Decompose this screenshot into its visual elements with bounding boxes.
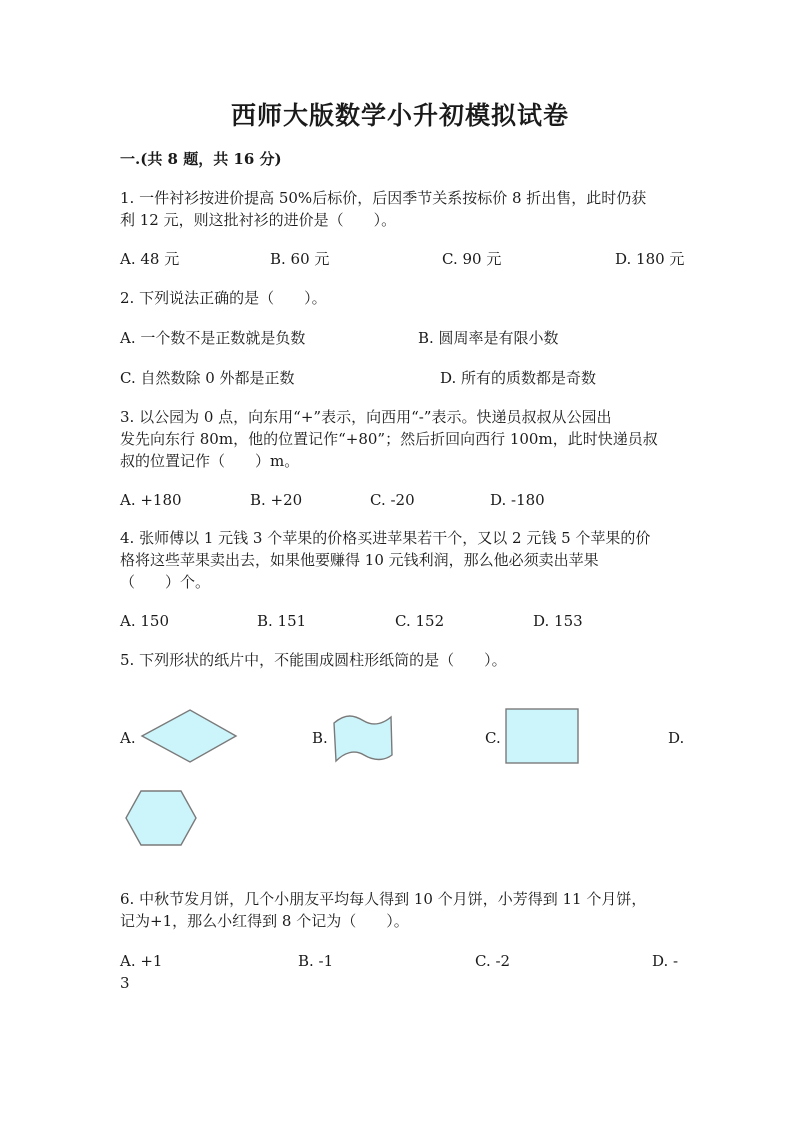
question-1-option-a: A. 48 元 (120, 250, 180, 268)
question-4-line-3: （ ）个。 (120, 573, 211, 591)
question-6-option-d-continued: 3 (120, 974, 130, 992)
question-4-line-2: 格将这些苹果卖出去，如果他要赚得 10 元钱利润，那么他必须卖出苹果 (120, 551, 599, 569)
wavy-paper-icon (332, 713, 394, 763)
question-1-option-d: D. 180 元 (615, 250, 685, 268)
question-4-option-b: B. 151 (257, 612, 307, 630)
question-4-option-c: C. 152 (395, 612, 445, 630)
question-3-option-d: D. -180 (490, 491, 545, 509)
question-6-option-a: A. +1 (120, 952, 163, 970)
question-3-line-1: 3. 以公园为 0 点，向东用“+”表示，向西用“-”表示。快递员叔叔从公园出 (120, 408, 612, 426)
question-5-line-1: 5. 下列形状的纸片中，不能围成圆柱形纸筒的是（ ）。 (120, 651, 507, 669)
question-6-option-d: D. - (652, 952, 679, 970)
question-5-option-c: C. (485, 729, 501, 747)
question-3-option-a: A. +180 (120, 491, 182, 509)
question-6-option-c: C. -2 (475, 952, 511, 970)
question-1-option-c: C. 90 元 (442, 250, 502, 268)
question-2-line-1: 2. 下列说法正确的是（ ）。 (120, 289, 327, 307)
hexagon-icon (124, 789, 198, 847)
question-3-option-b: B. +20 (250, 491, 303, 509)
rectangle-icon (505, 708, 579, 764)
section-header: 一.(共 8 题，共 16 分) (120, 150, 282, 168)
question-6-option-b: B. -1 (298, 952, 334, 970)
question-4-option-a: A. 150 (120, 612, 169, 630)
question-3-option-c: C. -20 (370, 491, 415, 509)
question-2-option-c: C. 自然数除 0 外都是正数 (120, 369, 295, 387)
question-4-line-1: 4. 张师傅以 1 元钱 3 个苹果的价格买进苹果若干个，又以 2 元钱 5 个苹果的价 (120, 529, 651, 547)
question-1-option-b: B. 60 元 (270, 250, 330, 268)
question-5-option-d: D. (668, 729, 685, 747)
question-4-option-d: D. 153 (533, 612, 583, 630)
question-1-line-1: 1. 一件衬衫按进价提高 50%后标价，后因季节关系按标价 8 折出售，此时仍获 (120, 189, 647, 207)
question-1-line-2: 利 12 元，则这批衬衫的进价是（ ）。 (120, 211, 397, 229)
question-3-line-3: 叔的位置记作（ ）m。 (120, 452, 300, 470)
rhombus-icon (140, 708, 238, 764)
exam-title: 西师大版数学小升初模拟试卷 (230, 101, 569, 130)
question-6-line-2: 记为+1，那么小红得到 8 个记为（ ）。 (120, 912, 409, 930)
question-2-option-a: A. 一个数不是正数就是负数 (120, 329, 306, 347)
question-6-line-1: 6. 中秋节发月饼，几个小朋友平均每人得到 10 个月饼，小芳得到 11 个月饼， (120, 890, 647, 908)
question-2-option-d: D. 所有的质数都是奇数 (440, 369, 597, 387)
question-5-option-b: B. (312, 729, 328, 747)
question-2-option-b: B. 圆周率是有限小数 (418, 329, 559, 347)
question-3-line-2: 发先向东行 80m，他的位置记作“+80”；然后折回向西行 100m，此时快递员叔 (120, 430, 658, 448)
question-5-option-a: A. (120, 729, 136, 747)
